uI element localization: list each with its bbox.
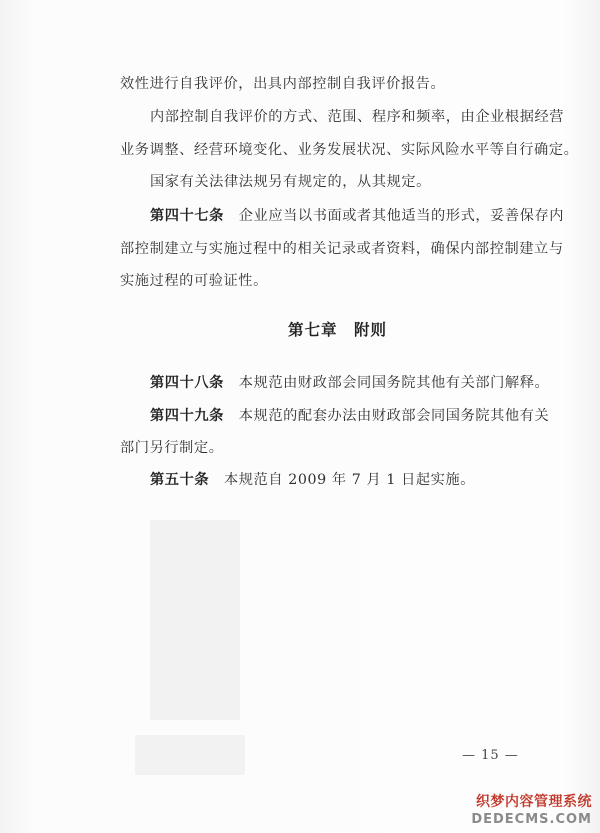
article-label: 第五十条	[150, 472, 210, 488]
article-47	[150, 206, 564, 226]
article-label: 第四十八条	[150, 375, 224, 391]
article-text: 本规范自 2009 年 7 月 1 日起实施。	[223, 472, 476, 488]
article-48	[150, 373, 549, 393]
article-50	[150, 470, 475, 490]
scan-smudge	[150, 520, 240, 720]
chapter-title: 第七章 附则	[288, 320, 388, 339]
article-text: 企业应当以书面或者其他适当的形式，妥善保存内	[238, 208, 565, 224]
text-line: 内部控制自我评价的方式、范围、程序和频率，由企业根据经营	[150, 109, 565, 125]
watermark-url: DEDECMS.COM	[471, 812, 592, 827]
scan-smudge	[135, 735, 245, 775]
article-49	[150, 406, 549, 426]
text-line: 效性进行自我评价，出具内部控制自我评价报告。	[120, 76, 446, 92]
text-line: 部控制建立与实施过程中的相关记录或者资料，确保内部控制建立与	[120, 241, 564, 257]
article-text: 本规范的配套办法由财政部会同国务院其他有关	[238, 408, 550, 424]
text-line: 国家有关法律法规另有规定的，从其规定。	[150, 174, 431, 190]
text-line: 实施过程的可验证性。	[120, 273, 268, 289]
article-label: 第四十七条	[150, 208, 224, 224]
article-text: 本规范由财政部会同国务院其他有关部门解释。	[238, 375, 550, 391]
page-number: — 15 —	[462, 748, 519, 763]
text-line: 部门另行制定。	[120, 440, 224, 456]
text-line: 业务调整、经营环境变化、业务发展状况、实际风险水平等自行确定。	[120, 142, 579, 158]
watermark-title: 织梦内容管理系统	[476, 794, 592, 810]
article-label: 第四十九条	[150, 408, 224, 424]
